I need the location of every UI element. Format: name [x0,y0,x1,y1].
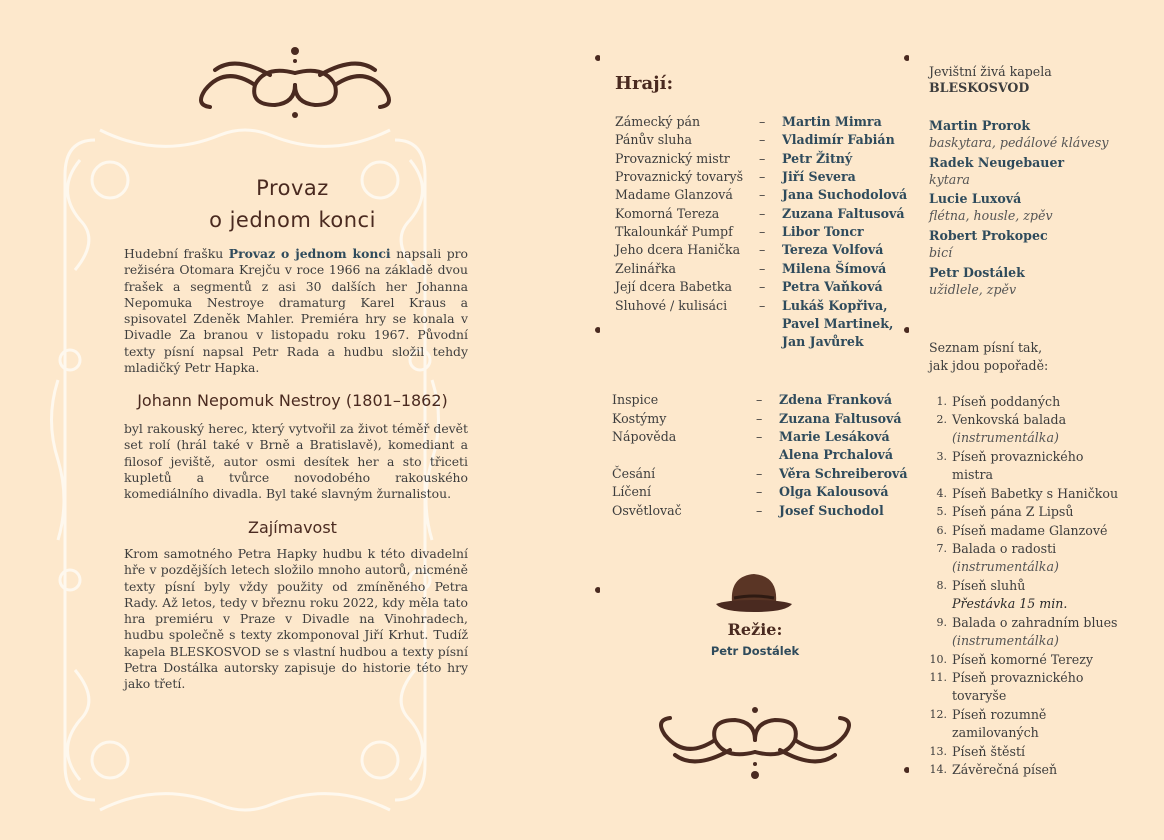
song-item [929,614,1154,648]
dash: – [759,132,766,148]
song-item [929,761,1154,779]
crew-row [612,502,902,520]
song-number: 5. [936,505,947,518]
crew-row [612,465,908,483]
cast-row [615,186,908,204]
song-item [929,522,1154,540]
crew-person: Marie Lesáková [779,429,890,444]
crew-role: Nápověda [612,429,677,444]
cast-role: Komorná Tereza [615,205,720,221]
song-number: 6. [936,524,947,537]
bottom-ornament [655,700,855,782]
crew-row [612,410,902,428]
dash: – [759,242,766,258]
crew-role: Inspice [612,392,659,407]
crew-person: Josef Suchodol [779,503,884,518]
crew-row [612,446,902,464]
song-number: 13. [929,745,947,758]
dash: – [759,114,766,129]
song-number: 11. [929,671,947,684]
song-title: Balada o radosti [952,541,1057,556]
cast-role: Zelinářka [615,260,677,276]
member-name: Radek Neugebauer [929,155,1065,170]
dash: – [759,260,766,276]
cast-row [615,260,905,278]
song-note: (instrumentálka) [952,430,1059,445]
crew-row [612,428,902,446]
cast-actor: Martin Mimra [782,114,882,129]
song-number: 9. [936,616,947,629]
cast-row [615,315,905,333]
song-title: Píseň rozumně [952,707,1047,722]
song-number: 2. [936,413,947,426]
dash: – [759,224,766,240]
cast-actor: Jan Javůrek [782,334,864,350]
song-title: Venkovská balada [952,412,1067,427]
song-number: 10. [929,653,947,666]
dash: – [759,187,766,203]
cast-row [615,205,905,223]
song-item [929,448,1154,482]
cast-role: Jeho dcera Hanička [615,242,741,258]
dash: – [759,279,766,295]
member-name: Lucie Luxová [929,191,1022,206]
member-name: Martin Prorok [929,118,1031,133]
cast-row [615,241,905,259]
song-number: 4. [936,487,947,500]
song-title: Píseň štěstí [952,744,1026,759]
member-name: Robert Prokopec [929,228,1048,243]
crew-row [612,391,902,409]
cast-role: Provaznický mistr [615,150,730,166]
title-line-2: o jednom konci [209,208,376,232]
cast-actor: Zuzana Faltusová [782,205,905,221]
song-title-cont: zamilovaných [952,725,1039,740]
crew-person: Olga Kalousová [779,484,889,499]
song-item [929,540,1154,574]
dash: – [756,411,763,426]
cast-heading: Hrají: [615,73,674,94]
song-number: 7. [936,542,947,555]
cast-row [615,278,905,296]
cast-row [615,150,905,168]
nestroy-heading: Johann Nepomuk Nestroy (1801–1862) [137,391,448,410]
cast-actor: Petr Žitný [782,150,853,166]
crew-person: Věra Schreiberová [779,466,908,481]
crew-person: Zdena Franková [779,392,892,407]
cast-row [615,131,905,149]
cast-role: Její dcera Babetka [615,279,733,295]
song-title: Píseň provaznického [952,449,1084,464]
crew-role: Česání [612,466,656,481]
divider-left [594,50,600,630]
cast-role: Madame Glanzová [615,187,733,203]
cast-role: Sluhové / kulisáci [615,297,728,313]
cast-row [615,297,905,315]
song-number: 1. [936,395,947,408]
director-label: Režie: [727,620,783,639]
bowler-hat-icon [712,568,796,616]
intro-paragraph: Hudební frašku Provaz o jednom konci napsali pro režiséra Otomara Krejču v roce 1966 na základě dvou frašek a segmentů z asi 30 dalších her Johanna Nepomuka Nestroye dramaturg Karel Kraus a spisovatel Zdeněk Mahler. Premiéra hry se konala v Divadle Za branou v listopadu roku 1967. Původní texty písní napsal Petr Rada a hudbu složil tehdy mladičký Petr Hapka. [124,246,469,376]
interest-heading: Zajímavost [248,518,337,537]
cast-actor: Jiří Severa [782,169,856,185]
song-item [929,503,1154,521]
cast-row [615,168,905,186]
interest-paragraph: Krom samotného Petra Hapky hudbu k této divadelní hře v pozdějších letech složilo mnoho autorů, nicméně texty písní byly vždy použity od zmíněného Petra Rady. Až letos, tedy v březnu roku 2022, kdy měla tato hra premiéru v Praze v Divadle na Vinohradech, hudbu společně s texty zkomponoval Jiří Krhut. Tudíž kapela BLESKOSVOD se s vlastní hudbou a texty písní Petra Dostálka autorsky zapisuje do historie této hry jako třetí. [124,546,468,692]
dash: – [756,503,763,518]
cast-role: Pánův sluha [615,132,692,148]
member-instrument: baskytara, pedálové klávesy [929,135,1109,150]
nestroy-paragraph: byl rakouský herec, který vytvořil za život téměř devět set rolí (hrál také v Brně a Bratislavě), komediant a filosof jeviště, autor osmi desítek her a sto třiceti kupletů a tvůrce novodobého rakouského komediálního divadla. Byl také slavným žurnalistou. [124,421,468,502]
song-note: (instrumentálka) [952,633,1059,648]
cast-actor: Tereza Volfová [782,242,884,258]
crew-role: Líčení [612,484,652,499]
song-number: 8. [936,579,947,592]
song-title: Balada o zahradním blues [952,615,1118,630]
dash: – [759,169,766,185]
song-note: Přestávka 15 min. [952,596,1068,611]
song-note: (instrumentálka) [952,559,1059,574]
crew-person: Alena Prchalová [779,447,894,462]
director-name: Petr Dostálek [710,644,800,658]
song-title: Píseň provaznického [952,670,1084,685]
song-item [929,743,1154,761]
member-instrument: flétna, housle, zpěv [929,208,1053,223]
band-intro: Jevištní živá kapela [929,64,1052,79]
cast-row [615,113,905,131]
cast-row [615,223,905,241]
song-item [929,485,1154,503]
dash: – [756,392,763,407]
dash: – [756,484,763,499]
song-number: 14. [929,763,947,776]
song-item [929,411,1154,445]
cast-actor: Jana Suchodolová [782,187,908,203]
band-name: BLESKOSVOD [929,80,1030,95]
song-number: 12. [929,708,947,721]
song-title: Píseň komorné Terezy [952,652,1093,667]
dash: – [759,150,766,166]
top-ornament [195,45,395,125]
cast-row [615,333,905,351]
cast-role: Zámecký pán [615,114,701,129]
cast-actor: Milena Šímová [782,260,887,276]
song-item [929,651,1154,669]
dash: – [759,297,766,313]
song-title: Píseň Babetky s Haničkou [952,486,1119,501]
song-item [929,577,1154,611]
song-item [929,669,1154,703]
song-title: Píseň madame Glanzové [952,523,1108,538]
cast-actor: Pavel Martinek, [782,315,894,331]
cast-role: Provaznický tovaryš [615,169,744,185]
songs-heading: Seznam písní tak, jak jdou popořadě: [929,340,1049,373]
cast-actor: Vladimír Fabián [782,132,895,148]
song-title: Závěrečná píseň [952,762,1058,777]
member-instrument: kytara [929,172,970,187]
dash: – [756,429,763,444]
song-title: Píseň sluhů [952,578,1026,593]
crew-row [612,483,902,501]
song-item [929,706,1154,740]
song-item [929,393,1154,411]
member-instrument: užidlele, zpěv [929,282,1017,297]
song-title-cont: mistra [952,467,994,482]
song-title-cont: tovaryše [952,688,1007,703]
member-instrument: bicí [929,245,953,260]
cast-actor: Libor Toncr [782,224,864,240]
crew-role: Osvětlovač [612,503,682,518]
cast-actor: Petra Vaňková [782,279,883,295]
cast-actor: Lukáš Kopřiva, [782,297,888,313]
song-title: Píseň pána Z Lipsů [952,504,1074,519]
song-number: 3. [936,450,947,463]
crew-role: Kostýmy [612,411,667,426]
song-title: Píseň poddaných [952,394,1061,409]
dash: – [756,466,763,481]
member-name: Petr Dostálek [929,265,1025,280]
dash: – [759,205,766,221]
crew-person: Zuzana Faltusová [779,411,902,426]
cast-role: Tkalounkář Pumpf [615,224,733,240]
title-line-1: Provaz [256,176,329,200]
